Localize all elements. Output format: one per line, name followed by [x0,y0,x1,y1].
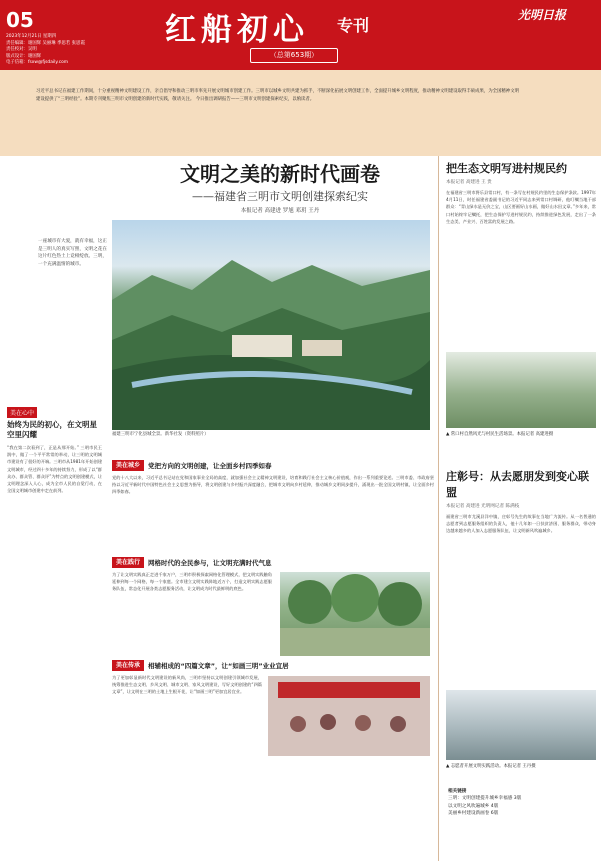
editor-meta [6,34,176,67]
left-column [7,400,102,774]
intro-banner [0,70,601,156]
section-title: 党把方向的文明创建，让全面乡村四季如春 [148,462,272,470]
section-marker: 美在传承 [112,660,144,671]
column-divider [438,156,439,861]
intro-paragraph: 习近平总书记在福建工作期间，十分重视精神文明建设工作，亲自倡导和推动三明市率先开展文明城市创建工作。三明市以城乡文明共建为抓手，不断深化拓展文明创建工作，全面提升城乡文明程度，推动精神文明建设取得丰硕成果，为全国精神文明建设提供了“三明经验”。本期专刊聚焦三明市文明创建的新时代实践，敬请关注。 [36,89,519,102]
right-article-1-title: 把生态文明写进村规民约 [446,162,567,175]
page-number: 05 [6,8,34,32]
right-article-2 [446,468,596,683]
section-heading [112,660,434,671]
left-column-tag: 美在心中 [7,407,37,418]
section-title: 网格时代的全民参与，让文明充满时代气息 [148,559,272,567]
feature-photo-caption: 福建三明市宁化县城全景。新华社发（资料照片） [112,432,209,437]
right-photo [446,352,596,428]
section-body: 为了让文明实践真正走进千家万户，三明市积极探索网格化管理模式，把文明实践触角延伸到每一个网格，每一个家庭。全市建立文明实践阵地近万个，打造文明实践志愿服务队伍，常态化开展各类志愿服务活动，让文明成为时代最鲜明的底色。 [112,572,272,592]
trees-illustration [280,572,430,656]
column-label: 专刊 [337,16,370,35]
section-photo [280,572,430,656]
landscape-illustration [112,220,430,430]
related-item[interactable]: 美丽乡村建设新画卷 6版 [448,811,499,817]
section-body: 党的十八大以来，习近平总书记站在党和国家事业全局的高度，就加强社会主义精神文明建设，培育和践行社会主义核心价值观，作出一系列重要论述。三明市委、市政府坚持以习近平新时代中国特色社会主义思想为指导，将文明创建与乡村振兴深度融合，把城市文明向乡村延伸，推动城乡文明同步提升，涌现出一批全国文明村镇，让全面乡村四季如春。 [112,475,434,495]
meta-line: 2023年12月21日 星期四 [6,34,57,39]
right-article-2-body: 福建省三明市尤溪县洋中镇，庄彰号先生的故事在当地广为流传。从一名普通的志愿者到志愿服务组织的负责人，他十几年如一日扶贫济困、服务群众，带动身边越来越多的人加入志愿服务队伍，让文明新风吹遍城乡。 [446,514,596,534]
section-photo [268,676,430,756]
feature-title: 文明之美的新时代画卷 [180,162,380,186]
meta-line: 责任校对：吴明 [6,47,37,53]
section-body: 为了更加彰显新时代文明建设的新风尚，三明市坚持以文明创建引领城市发展，统筹推进生态文明、乡风文明、城市文明、家风文明建设，写好文明创建的“四篇文章”，让文明在三明的土地上生根开花，让“如画三明”更加宜居宜业。 [112,675,262,695]
section-marker: 美在践行 [112,557,144,568]
right-photo [446,690,596,760]
feature-photo [112,220,430,430]
issue-number: （总第653期） [250,48,338,63]
lead-box: 一座城市有大爱，就有幸福，这正是三明人的真实写照，文明之花在这片红色热土上竞相绽放。三明，一个充满温情的城市。 [38,239,107,267]
meta-line: 责任编辑：谢国辉 吴丽琳 季思若 张思霞 [6,40,85,46]
intro-note: 今日推出调研报告——三明市文明创建探索纪实，以飨读者。 [195,96,315,102]
right-article-1-body: 在福建省三明市将乐县常口村，有一条写在村规民约里的生态保护条款。1997年4月11日，时任福建省委副书记的习近平同志来到常口村调研，他叮嘱当地干部群众：“青山绿水是无价之宝，山区要画好山水画，做好山水田文章。”多年来，常口村始终牢记嘱托，把生态保护写进村规民约，持续推进绿色发展，走出了一条生态美、产业兴、百姓富的发展之路。 [446,190,596,224]
related-links [448,788,596,818]
right-article-2-byline: 本报记者 高建进 光明网记者 陈满枝 [446,504,520,509]
section-title: 相辅相成的“四篇文章”，让“如画三明”业业宜居 [148,662,289,670]
related-title: 相关链接 [448,789,467,794]
right-article-1-byline: 本报记者 高建进 王 贵 [446,180,492,185]
section-heading [112,460,434,471]
meta-line: 版式设计：谢国辉 [6,53,42,59]
feature-subtitle: ——福建省三明市文明创建探索纪实 [192,190,368,203]
crowd-illustration [268,676,430,756]
intro-text [36,88,522,103]
left-column-title: 始终为民的初心，在文明星空里闪耀 [7,420,97,439]
related-item[interactable]: 以文明之风吹遍城乡 4版 [448,803,499,809]
left-column-body: “我在第二次看到了，正是从那开始。” 三明市民王润中，做了一个平平常常的举动，让三明的文明城市建设有了很好的开端。三明市从1981年开始创建文明城市，经过四十多年的持续努力，形成了以“群众办、群众管、群众评”为特点的文明创建模式，让文明理念深入人心，成为全市人民的自觉行动，在全国文明城市创建中走在前列。 [7,445,102,494]
meta-line: 电子信箱：fsxw@fjsdaily.com [6,60,69,66]
newspaper-logo: 光明日报 [518,8,567,22]
feature-byline: 本报记者 高建进 罗旭 邓玥 王丹 [240,208,320,214]
right-photo-caption: ▲ 志愿者开展文明实践活动。本报记者 王丹摄 [446,764,536,769]
right-article-2-title: 庄彰号：从去愿朋发到变心联盟 [446,470,589,499]
right-photo-caption: ▲ 常口村自然风光与村民生活场景。本报记者 高建进摄 [446,432,554,437]
related-item[interactable]: 三明：文明创建提升城乡幸福感 3版 [448,796,522,802]
right-article-1 [446,160,596,354]
section-heading [112,557,434,568]
masthead-title: 红船初心 [165,12,309,48]
section-marker: 美在城乡 [112,460,144,471]
